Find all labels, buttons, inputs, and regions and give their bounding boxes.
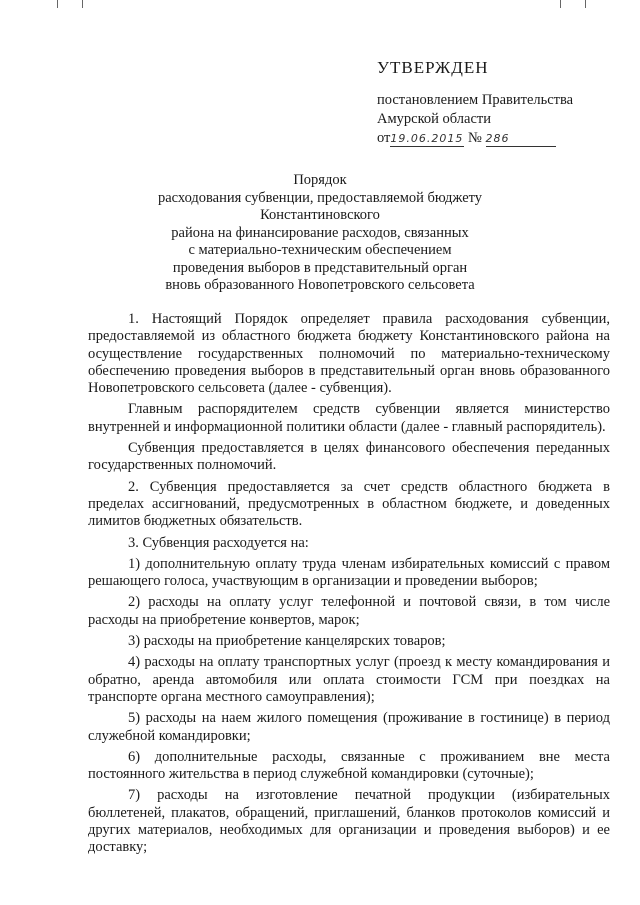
paragraph: 2) расходы на оплату услуг телефонной и почтовой связи, в том числе расходы на приобретение конвертов, марок; [88,594,610,628]
scan-mark [82,0,83,8]
approval-number: 286 [486,132,556,147]
paragraph: 2. Субвенция предоставляется за счет средств областного бюджета в пределах ассигнований, предусмотренных в областном бюджете, и доведенных лимитов бюджетных обязательств. [88,478,610,530]
title-line: вновь образованного Новопетровского сельсовета [165,277,475,293]
title-line: района на финансирование расходов, связанных [171,224,469,241]
document-title [115,172,525,295]
approval-resolution-line: постановлением Правительства [377,92,574,108]
number-prefix: № [464,130,486,146]
paragraph: Субвенция предоставляется в целях финансового обеспечения переданных государственных полномочий. [88,440,610,474]
scan-mark [585,0,586,8]
approval-region-line: Амурской области [377,111,491,127]
title-line: проведения выборов в представительный орган [172,259,468,276]
date-prefix: от [377,130,391,146]
paragraph: 6) дополнительные расходы, связанные с проживанием вне места постоянного жительства в период служебной командировки (суточные); [88,748,610,783]
paragraph: 4) расходы на оплату транспортных услуг (проезд к месту командирования и обратно, аренда автомобиля или оплата стоимости ГСМ при поездках на транспорте органа местного самоуправления); [88,654,610,705]
paragraph: 7) расходы на изготовление печатной продукции (избирательных бюллетеней, плакатов, обращений, приглашений, бланков протоколов комиссий и других материалов, необходимых для организации и проведения выборов) и ее доставку; [88,787,610,856]
approval-block [377,58,617,148]
document-body [88,311,610,857]
paragraph: 1) дополнительную оплату труда членам избирательных комиссий с правом решающего голоса, участвующим в организации и проведении выборов; [88,555,610,590]
title-line: расходования субвенции, предоставляемой бюджету Константиновского [157,189,483,223]
paragraph: 3) расходы на приобретение канцелярских товаров; [128,633,446,650]
scan-mark [560,0,561,8]
title-line: Порядок [293,172,347,188]
paragraph: 1. Настоящий Порядок определяет правила расходования субвенции, предоставляемой из областного бюджета бюджету Константиновского района на осуществление государственных полномочий по материально-техническому обеспечению проведения выборов в представительный орган вновь образованного Новопетровского сельсовета (далее - субвенция). [88,311,610,397]
approval-title: УТВЕРЖДЕН [377,58,489,77]
title-line: с материально-техническим обеспечением [188,242,452,258]
paragraph: Главным распорядителем средств субвенции является министерство внутренней и информационной политики области (далее - главный распорядитель). [88,401,610,435]
paragraph: 3. Субвенция расходуется на: [128,534,309,551]
approval-date-line [377,129,617,148]
scan-mark [57,0,58,8]
paragraph: 5) расходы на наем жилого помещения (проживание в гостинице) в период служебной командировки; [88,710,610,744]
approval-date: 19.06.2015 [390,132,464,145]
